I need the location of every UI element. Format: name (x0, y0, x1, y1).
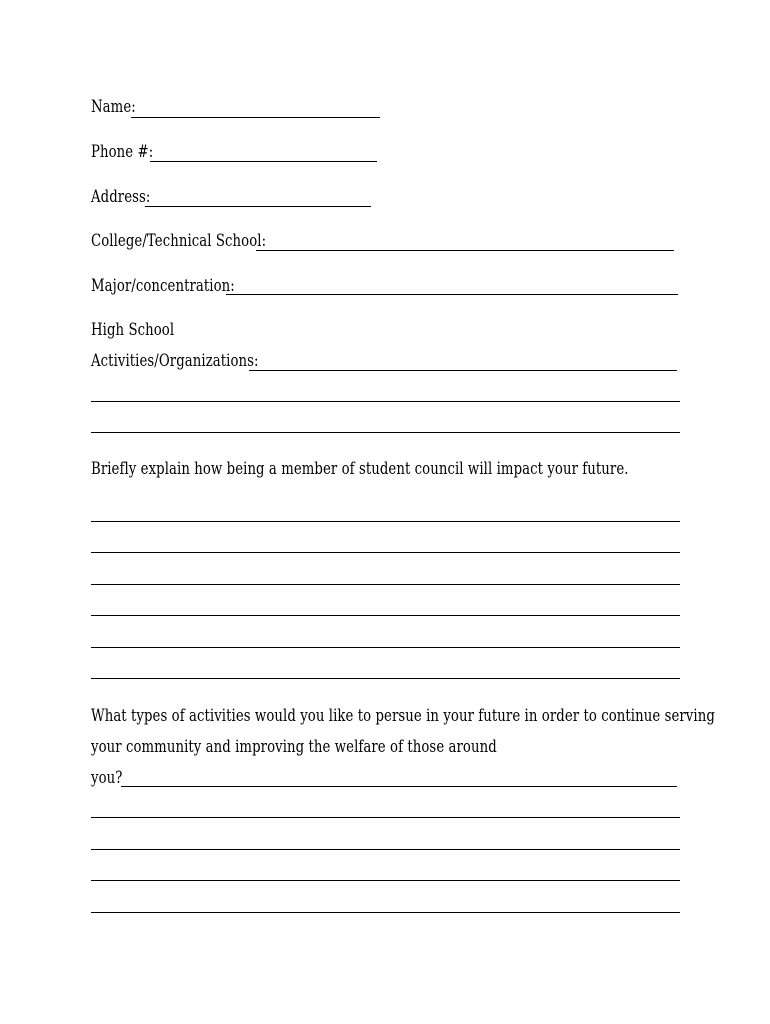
impact-answer-line[interactable] (91, 521, 680, 522)
future-question-line-2: your community and improving the welfare of those around (91, 737, 497, 757)
major-field-line[interactable] (226, 294, 678, 295)
address-label: Address: (91, 187, 151, 207)
major-label: Major/concentration: (91, 276, 235, 296)
future-question-line-1: What types of activities would you like to persue in your future in order to continue serving (91, 706, 715, 726)
address-field-line[interactable] (145, 206, 371, 207)
name-label: Name: (91, 97, 136, 117)
future-answer-line[interactable] (91, 849, 680, 850)
impact-answer-line[interactable] (91, 552, 680, 553)
future-answer-line[interactable] (91, 912, 680, 913)
impact-answer-line[interactable] (91, 615, 680, 616)
future-answer-line[interactable] (91, 817, 680, 818)
name-field-line[interactable] (131, 117, 380, 118)
activities-field-line[interactable] (249, 370, 677, 371)
phone-label: Phone #: (91, 142, 154, 162)
future-answer-line[interactable] (91, 880, 680, 881)
phone-field-line[interactable] (150, 161, 377, 162)
future-question-line-3: you? (91, 768, 123, 788)
activities-label: Activities/Organizations: (91, 351, 259, 371)
college-field-line[interactable] (256, 250, 674, 251)
activities-answer-line[interactable] (91, 432, 680, 433)
college-label: College/Technical School: (91, 231, 267, 251)
activities-answer-line[interactable] (91, 401, 680, 402)
future-field-line[interactable] (121, 786, 677, 787)
impact-answer-line[interactable] (91, 647, 680, 648)
impact-answer-line[interactable] (91, 584, 680, 585)
impact-question: Briefly explain how being a member of student council will impact your future. (91, 459, 629, 479)
high-school-label: High School (91, 320, 175, 340)
impact-answer-line[interactable] (91, 678, 680, 679)
